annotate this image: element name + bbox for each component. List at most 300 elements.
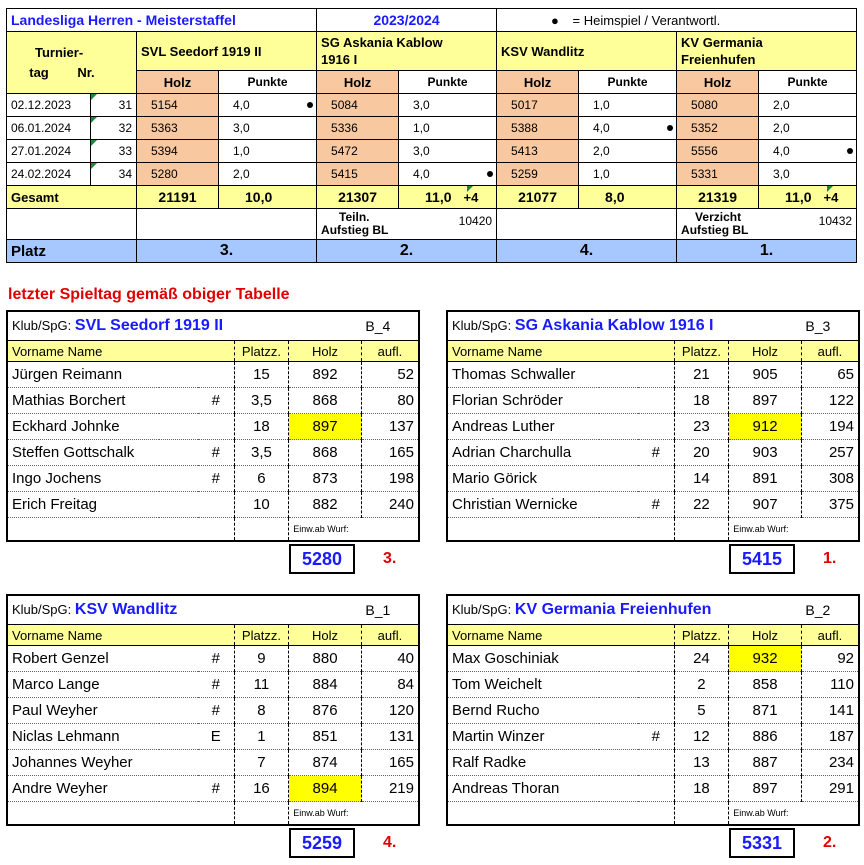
round-row bbox=[7, 163, 857, 186]
comment-marker-icon bbox=[91, 117, 97, 123]
player-name: Tom Weichelt bbox=[448, 672, 638, 698]
player-mark: # bbox=[638, 724, 674, 750]
player-row bbox=[8, 672, 418, 698]
round-punkte: 3,0 bbox=[759, 163, 857, 186]
aufl-col-header: aufl. bbox=[361, 625, 418, 646]
tag-label: tag bbox=[29, 64, 49, 80]
total-punkte: 11,0 +4 bbox=[759, 186, 857, 209]
player-mark bbox=[198, 414, 234, 440]
player-mark bbox=[638, 362, 674, 388]
platz-value: 1. bbox=[677, 240, 857, 263]
player-row bbox=[448, 750, 858, 776]
total-holz: 21307 bbox=[317, 186, 399, 209]
platz-value: 2. bbox=[317, 240, 497, 263]
round-date: 27.01.2024 bbox=[7, 140, 91, 163]
total-holz: 21077 bbox=[497, 186, 579, 209]
einw-label: Einw.ab Wurf: bbox=[729, 518, 858, 541]
round-punkte: 2,0 bbox=[219, 163, 317, 186]
player-platz: 2 bbox=[674, 672, 729, 698]
round-holz: 5415 bbox=[317, 163, 399, 186]
player-aufl: 240 bbox=[361, 492, 418, 518]
player-platz: 16 bbox=[234, 776, 289, 802]
comment-marker-icon bbox=[91, 94, 97, 100]
player-row bbox=[448, 362, 858, 388]
player-holz: 891 bbox=[729, 466, 802, 492]
player-holz: 932 bbox=[729, 646, 802, 672]
round-punkte: 3,0 bbox=[399, 140, 497, 163]
name-col-header: Vorname Name bbox=[448, 341, 674, 362]
player-platz: 7 bbox=[234, 750, 289, 776]
holz-col-header: Holz bbox=[289, 625, 362, 646]
total-punkte: 8,0 bbox=[579, 186, 677, 209]
title-row bbox=[7, 9, 857, 32]
player-aufl: 198 bbox=[361, 466, 418, 492]
total-punkte: 11,0 +4 bbox=[399, 186, 497, 209]
round-punkte: 4,0 bbox=[219, 94, 317, 117]
round-row bbox=[7, 140, 857, 163]
player-mark: # bbox=[198, 646, 234, 672]
team-header-4: KV Germania Freienhufen bbox=[677, 32, 857, 71]
home-game-dot-icon bbox=[847, 148, 853, 154]
player-row bbox=[8, 776, 418, 802]
player-mark: # bbox=[638, 440, 674, 466]
player-aufl: 141 bbox=[801, 698, 858, 724]
round-nr: 34 bbox=[91, 163, 137, 186]
player-aufl: 65 bbox=[801, 362, 858, 388]
player-mark bbox=[638, 414, 674, 440]
board-code: B_3 bbox=[801, 312, 858, 341]
board-code: B_4 bbox=[361, 312, 418, 341]
note-team-4: Verzicht Aufstieg BL 10432 bbox=[677, 209, 857, 240]
round-nr: 33 bbox=[91, 140, 137, 163]
name-col-header: Vorname Name bbox=[8, 625, 234, 646]
turnier-header bbox=[7, 32, 137, 94]
player-holz: 886 bbox=[729, 724, 802, 750]
holz-header: Holz bbox=[497, 71, 579, 94]
team-header-3: KSV Wandlitz bbox=[497, 32, 677, 71]
total-holz: 21319 bbox=[677, 186, 759, 209]
team-header-1: SVL Seedorf 1919 II bbox=[137, 32, 317, 71]
round-punkte: 4,0 bbox=[759, 140, 857, 163]
player-aufl: 137 bbox=[361, 414, 418, 440]
player-holz: 907 bbox=[729, 492, 802, 518]
einw-row bbox=[8, 802, 418, 825]
punkte-header: Punkte bbox=[759, 71, 857, 94]
holz-header: Holz bbox=[677, 71, 759, 94]
round-punkte: 3,0 bbox=[219, 117, 317, 140]
player-mark bbox=[198, 750, 234, 776]
player-name: Marco Lange bbox=[8, 672, 198, 698]
player-holz: 882 bbox=[289, 492, 362, 518]
round-punkte: 1,0 bbox=[399, 117, 497, 140]
player-holz: 851 bbox=[289, 724, 362, 750]
lineup-sum: 5415 bbox=[729, 544, 795, 574]
legend bbox=[497, 9, 857, 32]
player-mark bbox=[638, 646, 674, 672]
player-row bbox=[448, 440, 858, 466]
player-platz: 14 bbox=[674, 466, 729, 492]
player-holz: 887 bbox=[729, 750, 802, 776]
team-lineup-box bbox=[6, 594, 420, 826]
player-platz: 18 bbox=[674, 388, 729, 414]
round-date: 06.01.2024 bbox=[7, 117, 91, 140]
player-name: Mathias Borchert bbox=[8, 388, 198, 414]
punkte-header: Punkte bbox=[399, 71, 497, 94]
round-holz: 5259 bbox=[497, 163, 579, 186]
holz-header: Holz bbox=[317, 71, 399, 94]
platz-value: 3. bbox=[137, 240, 317, 263]
round-holz: 5352 bbox=[677, 117, 759, 140]
club-label: Klub/SpG: bbox=[12, 602, 72, 617]
player-row bbox=[448, 724, 858, 750]
player-platz: 8 bbox=[234, 698, 289, 724]
box-header-row bbox=[8, 625, 418, 646]
lineup-rank: 2. bbox=[823, 834, 837, 851]
player-mark bbox=[638, 466, 674, 492]
player-mark: # bbox=[198, 440, 234, 466]
legend-text: = Heimspiel / Verantwortl. bbox=[572, 12, 721, 28]
player-row bbox=[8, 362, 418, 388]
player-name: Thomas Schwaller bbox=[448, 362, 638, 388]
player-aufl: 291 bbox=[801, 776, 858, 802]
lineup-sum: 5259 bbox=[289, 828, 355, 858]
aufl-col-header: aufl. bbox=[361, 341, 418, 362]
player-row bbox=[8, 750, 418, 776]
platz-col-header: Platzz. bbox=[674, 625, 729, 646]
player-holz: 897 bbox=[729, 776, 802, 802]
player-holz: 880 bbox=[289, 646, 362, 672]
club-label: Klub/SpG: bbox=[452, 318, 512, 333]
player-platz: 18 bbox=[674, 776, 729, 802]
player-holz: 903 bbox=[729, 440, 802, 466]
player-row bbox=[8, 466, 418, 492]
player-mark bbox=[638, 388, 674, 414]
player-mark bbox=[638, 776, 674, 802]
round-date: 24.02.2024 bbox=[7, 163, 91, 186]
box-header-row bbox=[8, 341, 418, 362]
home-game-dot-icon bbox=[487, 171, 493, 177]
player-name: Ralf Radke bbox=[448, 750, 638, 776]
round-punkte: 1,0 bbox=[579, 94, 677, 117]
platz-col-header: Platzz. bbox=[234, 625, 289, 646]
player-name: Ingo Jochens bbox=[8, 466, 198, 492]
player-mark: # bbox=[198, 776, 234, 802]
player-name: Bernd Rucho bbox=[448, 698, 638, 724]
player-row bbox=[448, 672, 858, 698]
box-title-row bbox=[448, 596, 858, 625]
player-row bbox=[8, 646, 418, 672]
player-holz: 873 bbox=[289, 466, 362, 492]
home-game-dot-icon bbox=[667, 125, 673, 131]
lineup-rank: 4. bbox=[383, 834, 397, 851]
comment-marker-icon bbox=[91, 140, 97, 146]
aufl-col-header: aufl. bbox=[801, 341, 858, 362]
player-aufl: 234 bbox=[801, 750, 858, 776]
player-row bbox=[8, 414, 418, 440]
player-platz: 5 bbox=[674, 698, 729, 724]
round-holz: 5394 bbox=[137, 140, 219, 163]
player-aufl: 92 bbox=[801, 646, 858, 672]
round-punkte: 2,0 bbox=[759, 117, 857, 140]
player-mark: # bbox=[198, 466, 234, 492]
notes-row bbox=[7, 209, 857, 240]
player-mark bbox=[638, 672, 674, 698]
holz-header: Holz bbox=[137, 71, 219, 94]
player-holz: 876 bbox=[289, 698, 362, 724]
lineup-rank: 3. bbox=[383, 550, 397, 567]
player-holz: 892 bbox=[289, 362, 362, 388]
punkte-header: Punkte bbox=[579, 71, 677, 94]
round-holz: 5280 bbox=[137, 163, 219, 186]
player-name: Paul Weyher bbox=[8, 698, 198, 724]
round-holz: 5336 bbox=[317, 117, 399, 140]
player-mark bbox=[198, 492, 234, 518]
team-header-2: SG Askania Kablow 1916 I bbox=[317, 32, 497, 71]
team-header-row bbox=[7, 32, 857, 71]
board-code: B_1 bbox=[361, 596, 418, 625]
round-punkte: 2,0 bbox=[579, 140, 677, 163]
round-holz: 5556 bbox=[677, 140, 759, 163]
player-name: Jürgen Reimann bbox=[8, 362, 198, 388]
platz-col-header: Platzz. bbox=[234, 341, 289, 362]
platz-label: Platz bbox=[7, 240, 137, 263]
player-platz: 22 bbox=[674, 492, 729, 518]
player-row bbox=[448, 388, 858, 414]
player-holz: 868 bbox=[289, 388, 362, 414]
player-name: Martin Winzer bbox=[448, 724, 638, 750]
club-name: KV Germania Freienhufen bbox=[514, 601, 712, 618]
round-holz: 5472 bbox=[317, 140, 399, 163]
league-title: Landesliga Herren - Meisterstaffel bbox=[7, 9, 317, 32]
player-holz: 884 bbox=[289, 672, 362, 698]
player-aufl: 165 bbox=[361, 440, 418, 466]
player-row bbox=[8, 388, 418, 414]
team-lineup-box bbox=[446, 594, 860, 826]
player-name: Robert Genzel bbox=[8, 646, 198, 672]
round-punkte: 1,0 bbox=[219, 140, 317, 163]
player-platz: 21 bbox=[674, 362, 729, 388]
name-col-header: Vorname Name bbox=[8, 341, 234, 362]
player-aufl: 187 bbox=[801, 724, 858, 750]
player-platz: 9 bbox=[234, 646, 289, 672]
note-team-2: Teiln. Aufstieg BL 10420 bbox=[317, 209, 497, 240]
round-holz: 5388 bbox=[497, 117, 579, 140]
player-platz: 10 bbox=[234, 492, 289, 518]
section-title: letzter Spieltag gemäß obiger Tabelle bbox=[8, 286, 290, 303]
round-punkte: 1,0 bbox=[579, 163, 677, 186]
player-row bbox=[8, 440, 418, 466]
player-mark: E bbox=[198, 724, 234, 750]
round-holz: 5084 bbox=[317, 94, 399, 117]
player-row bbox=[448, 414, 858, 440]
player-aufl: 52 bbox=[361, 362, 418, 388]
player-row bbox=[8, 492, 418, 518]
player-platz: 24 bbox=[674, 646, 729, 672]
box-header-row bbox=[448, 341, 858, 362]
player-name: Andreas Thoran bbox=[448, 776, 638, 802]
einw-row bbox=[448, 518, 858, 541]
standings-table bbox=[6, 8, 857, 263]
team-lineup-box bbox=[6, 310, 420, 542]
turnier-label: Turnier- bbox=[35, 44, 84, 60]
player-platz: 13 bbox=[674, 750, 729, 776]
player-platz: 3,5 bbox=[234, 388, 289, 414]
player-aufl: 308 bbox=[801, 466, 858, 492]
totals-row bbox=[7, 186, 857, 209]
player-name: Florian Schröder bbox=[448, 388, 638, 414]
round-holz: 5413 bbox=[497, 140, 579, 163]
round-date: 02.12.2023 bbox=[7, 94, 91, 117]
bonus-badge: +4 bbox=[463, 190, 479, 205]
platz-col-header: Platzz. bbox=[674, 341, 729, 362]
round-punkte: 2,0 bbox=[759, 94, 857, 117]
lineup-sum: 5280 bbox=[289, 544, 355, 574]
round-holz: 5331 bbox=[677, 163, 759, 186]
player-holz: 858 bbox=[729, 672, 802, 698]
player-row bbox=[448, 646, 858, 672]
round-holz: 5017 bbox=[497, 94, 579, 117]
platz-value: 4. bbox=[497, 240, 677, 263]
round-row bbox=[7, 94, 857, 117]
club-name: SVL Seedorf 1919 II bbox=[74, 317, 224, 334]
round-row bbox=[7, 117, 857, 140]
player-platz: 23 bbox=[674, 414, 729, 440]
lineup-sum: 5331 bbox=[729, 828, 795, 858]
club-name: SG Askania Kablow 1916 I bbox=[514, 317, 714, 334]
lineup-rank: 1. bbox=[823, 550, 837, 567]
einw-label: Einw.ab Wurf: bbox=[729, 802, 858, 825]
season-label: 2023/2024 bbox=[317, 9, 497, 32]
platz-row bbox=[7, 240, 857, 263]
box-header-row bbox=[448, 625, 858, 646]
player-aufl: 165 bbox=[361, 750, 418, 776]
player-mark bbox=[198, 362, 234, 388]
holz-col-header: Holz bbox=[289, 341, 362, 362]
einw-label: Einw.ab Wurf: bbox=[289, 518, 418, 541]
player-aufl: 120 bbox=[361, 698, 418, 724]
player-row bbox=[8, 698, 418, 724]
player-mark: # bbox=[198, 672, 234, 698]
player-mark: # bbox=[198, 388, 234, 414]
round-nr: 32 bbox=[91, 117, 137, 140]
player-mark bbox=[638, 750, 674, 776]
player-row bbox=[448, 492, 858, 518]
round-holz: 5080 bbox=[677, 94, 759, 117]
player-platz: 12 bbox=[674, 724, 729, 750]
club-label: Klub/SpG: bbox=[12, 318, 72, 333]
bonus-badge: +4 bbox=[823, 190, 839, 205]
player-aufl: 194 bbox=[801, 414, 858, 440]
einw-row bbox=[8, 518, 418, 541]
player-aufl: 110 bbox=[801, 672, 858, 698]
player-mark: # bbox=[638, 492, 674, 518]
player-holz: 874 bbox=[289, 750, 362, 776]
player-row bbox=[448, 698, 858, 724]
player-aufl: 257 bbox=[801, 440, 858, 466]
round-punkte: 4,0 bbox=[399, 163, 497, 186]
comment-marker-icon bbox=[91, 163, 97, 169]
board-code: B_2 bbox=[801, 596, 858, 625]
round-holz: 5363 bbox=[137, 117, 219, 140]
holz-col-header: Holz bbox=[729, 625, 802, 646]
player-platz: 1 bbox=[234, 724, 289, 750]
player-name: Andreas Luther bbox=[448, 414, 638, 440]
player-aufl: 375 bbox=[801, 492, 858, 518]
player-aufl: 219 bbox=[361, 776, 418, 802]
player-mark: # bbox=[198, 698, 234, 724]
player-platz: 11 bbox=[234, 672, 289, 698]
player-name: Mario Görick bbox=[448, 466, 638, 492]
player-holz: 868 bbox=[289, 440, 362, 466]
name-col-header: Vorname Name bbox=[448, 625, 674, 646]
player-name: Christian Wernicke bbox=[448, 492, 638, 518]
player-name: Johannes Weyher bbox=[8, 750, 198, 776]
punkte-header: Punkte bbox=[219, 71, 317, 94]
player-platz: 15 bbox=[234, 362, 289, 388]
player-name: Steffen Gottschalk bbox=[8, 440, 198, 466]
comment-marker-icon bbox=[827, 186, 833, 192]
player-aufl: 40 bbox=[361, 646, 418, 672]
box-title-row bbox=[8, 312, 418, 341]
einw-row bbox=[448, 802, 858, 825]
player-holz: 897 bbox=[289, 414, 362, 440]
player-holz: 894 bbox=[289, 776, 362, 802]
round-punkte: 3,0 bbox=[399, 94, 497, 117]
club-name: KSV Wandlitz bbox=[74, 601, 178, 618]
legend-dot-icon: ● bbox=[551, 12, 559, 28]
round-nr: 31 bbox=[91, 94, 137, 117]
box-title-row bbox=[448, 312, 858, 341]
player-row bbox=[448, 776, 858, 802]
round-punkte: 4,0 bbox=[579, 117, 677, 140]
box-title-row bbox=[8, 596, 418, 625]
player-platz: 6 bbox=[234, 466, 289, 492]
player-holz: 912 bbox=[729, 414, 802, 440]
player-name: Andre Weyher bbox=[8, 776, 198, 802]
player-name: Adrian Charchulla bbox=[448, 440, 638, 466]
player-platz: 18 bbox=[234, 414, 289, 440]
player-holz: 905 bbox=[729, 362, 802, 388]
player-row bbox=[8, 724, 418, 750]
player-holz: 897 bbox=[729, 388, 802, 414]
player-aufl: 122 bbox=[801, 388, 858, 414]
player-row bbox=[448, 466, 858, 492]
einw-label: Einw.ab Wurf: bbox=[289, 802, 418, 825]
total-holz: 21191 bbox=[137, 186, 219, 209]
aufl-col-header: aufl. bbox=[801, 625, 858, 646]
comment-marker-icon bbox=[467, 186, 473, 192]
player-platz: 3,5 bbox=[234, 440, 289, 466]
nr-label: Nr. bbox=[77, 64, 95, 80]
player-mark bbox=[638, 698, 674, 724]
player-name: Niclas Lehmann bbox=[8, 724, 198, 750]
home-game-dot-icon bbox=[307, 102, 313, 108]
player-name: Max Goschiniak bbox=[448, 646, 638, 672]
player-name: Erich Freitag bbox=[8, 492, 198, 518]
player-platz: 20 bbox=[674, 440, 729, 466]
round-holz: 5154 bbox=[137, 94, 219, 117]
player-name: Eckhard Johnke bbox=[8, 414, 198, 440]
holz-col-header: Holz bbox=[729, 341, 802, 362]
player-aufl: 131 bbox=[361, 724, 418, 750]
team-lineup-box bbox=[446, 310, 860, 542]
player-holz: 871 bbox=[729, 698, 802, 724]
club-label: Klub/SpG: bbox=[452, 602, 512, 617]
total-punkte: 10,0 bbox=[219, 186, 317, 209]
player-aufl: 84 bbox=[361, 672, 418, 698]
totals-label: Gesamt bbox=[7, 186, 137, 209]
player-aufl: 80 bbox=[361, 388, 418, 414]
